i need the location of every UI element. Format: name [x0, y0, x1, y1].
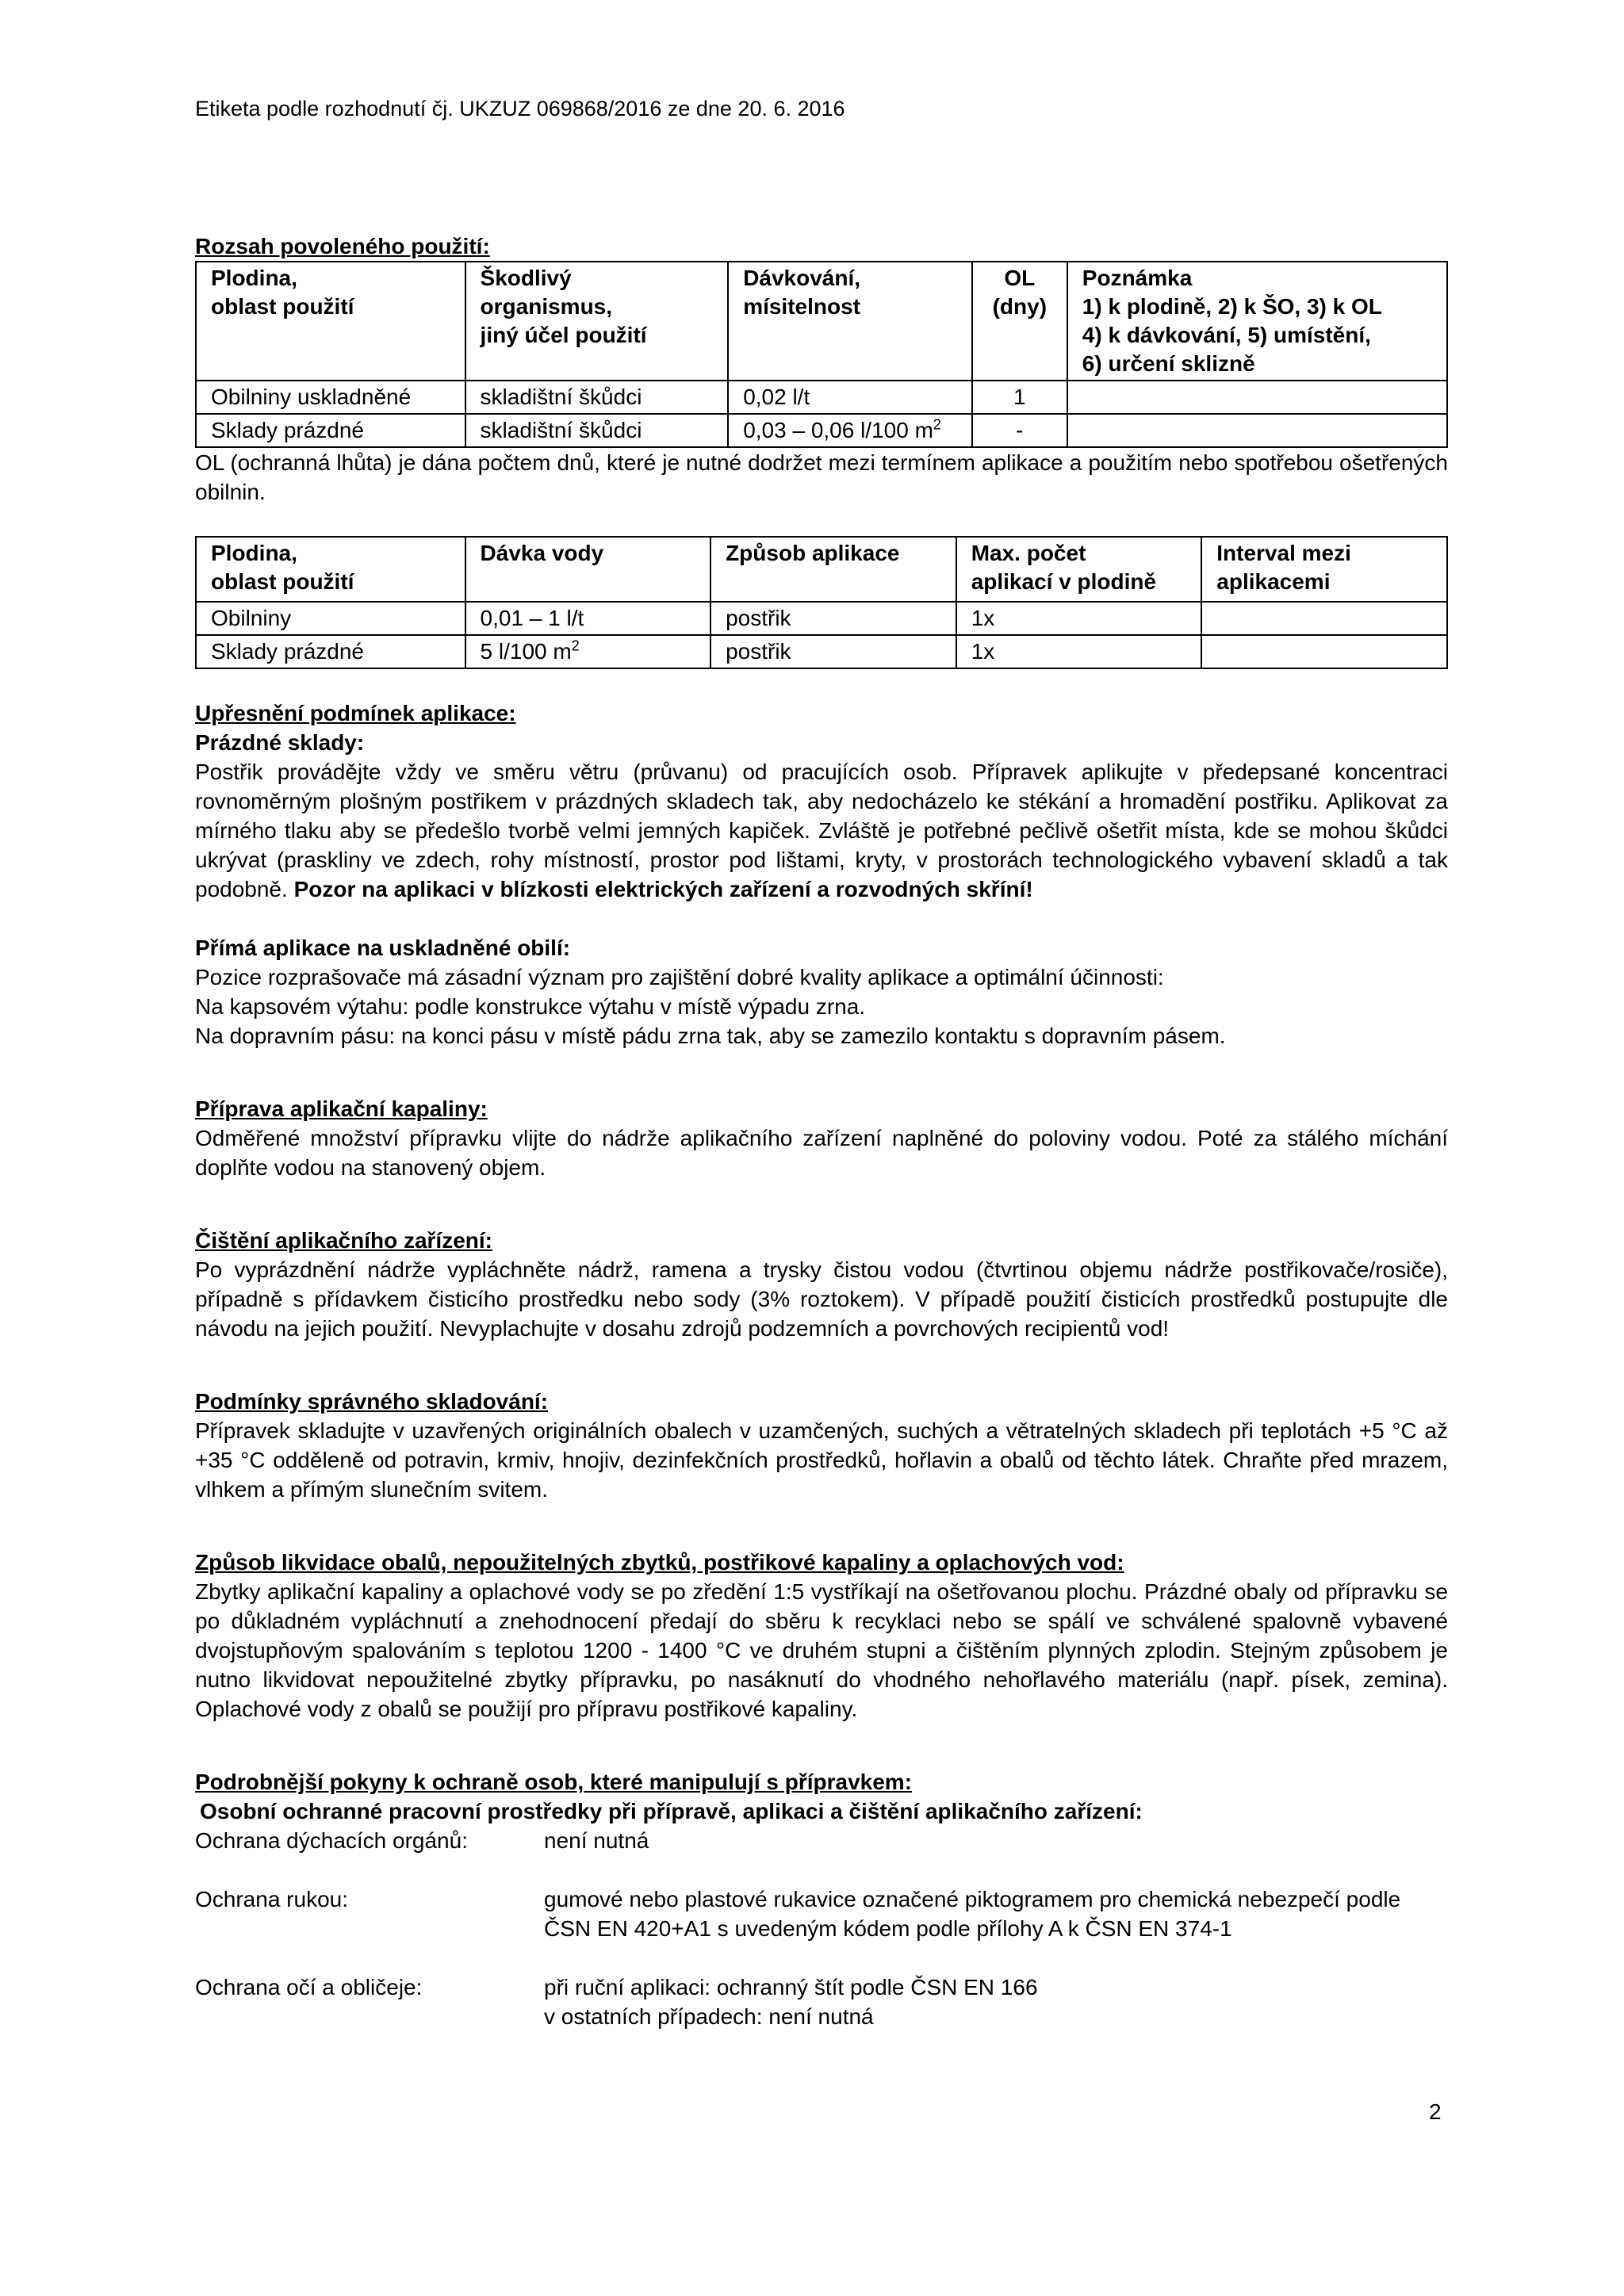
ppe-label: Ochrana dýchacích orgánů: — [195, 1828, 468, 1853]
cell-ol: 1 — [972, 381, 1067, 414]
direct-application-line: Na kapsovém výtahu: podle konstrukce výtahu v místě výpadu zrna. — [195, 994, 866, 1019]
page-content — [195, 232, 1448, 2031]
table-row — [196, 602, 1447, 635]
cleaning-text: Po vyprázdnění nádrže vypláchněte nádrž, ramena a trysky čistou vodou (čtvrtinou objemu nádrže postřikovače/rosiče), případně s přídavkem čisticího prostředku nebo sody (3% roztokem). V případě použití čisticích prostředků postupujte dle návodu na jejich použití. Nevyplachujte v dosahu zdrojů podzemních a povrchových recipientů vod! — [195, 1257, 1448, 1341]
ppe-value: při ruční aplikaci: ochranný štít podle ČSN EN 166 v ostatních případech: není nutná — [544, 1975, 1038, 2029]
ppe-value: není nutná — [544, 1828, 649, 1853]
disposal-text: Zbytky aplikační kapaliny a oplachové vody se po zředění 1:5 vystříkají na ošetřovanou plochu. Prázdné obaly od přípravku se po důkladném vypláchnutí a znehodnocení předají do sběru k recyklaci nebo se spálí ve schválené spalovně vybavené dvojstupňovým spalováním s teplotou 1200 - 1400 °C ve druhém stupni a čištěním plynných zplodin. Stejným způsobem je nutno likvidovat nepoužitelné zbytky přípravku, po nasáknutí do vhodného nehořlavého materiálu (např. písek, zemina). Oplachové vody z obalů se použijí pro přípravu postřikové kapaliny. — [195, 1579, 1448, 1721]
empty-stores-heading: Prázdné sklady: — [195, 730, 365, 755]
scope-table — [195, 261, 1448, 448]
cell-organism: skladištní škůdci — [465, 381, 729, 414]
scope-heading: Rozsah povoleného použití: — [195, 234, 490, 258]
page-number: 2 — [1429, 2099, 1442, 2124]
scope-table-header-row — [196, 262, 1447, 381]
ppe-value: gumové nebo plastové rukavice označené piktogramem pro chemická nebezpečí podle ČSN EN 420+A1 s uvedeným kódem podle přílohy A k ČSN EN 374-1 — [544, 1887, 1401, 1941]
ppe-label: Ochrana očí a obličeje: — [195, 1975, 423, 1999]
ppe-item-eyes-face — [195, 1973, 1448, 2031]
cell-max: 1x — [956, 602, 1202, 635]
cell-crop: Obilniny uskladněné — [196, 381, 465, 414]
cleaning-heading: Čištění aplikačního zařízení: — [195, 1228, 492, 1253]
cell-note — [1067, 381, 1447, 414]
app-header-interval: Interval mezi aplikacemi — [1201, 537, 1447, 602]
cell-organism: skladištní škůdci — [465, 414, 729, 447]
ppe-label: Ochrana rukou: — [195, 1887, 348, 1911]
dose-value: 0,03 – 0,06 l/100 m — [743, 418, 933, 442]
app-header-crop: Plodina, oblast použití — [196, 537, 465, 602]
empty-stores-warning: Pozor na aplikaci v blízkosti elektrických zařízení a rozvodných skříní! — [293, 877, 1033, 901]
cell-method: postřik — [710, 602, 956, 635]
dose-superscript: 2 — [933, 416, 941, 433]
app-header-max: Max. počet aplikací v plodině — [956, 537, 1202, 602]
cell-max: 1x — [956, 635, 1202, 668]
storage-text: Přípravek skladujte v uzavřených originálních obalech v uzamčených, suchých a větratelných skladech při teplotách +5 °C až +35 °C odděleně od potravin, krmiv, hnojiv, dezinfekčních prostředků, hořlavin a obalů od těchto látek. Chraňte před mrazem, vlhkem a přímým slunečním svitem. — [195, 1418, 1448, 1502]
cell-note — [1067, 414, 1447, 447]
app-header-method: Způsob aplikace — [710, 537, 956, 602]
ppe-item-hands — [195, 1885, 1448, 1943]
application-table-header-row — [196, 537, 1447, 602]
ppe-subheading: Osobní ochranné pracovní prostředky při přípravě, aplikaci a čištění aplikačního zařízení: — [200, 1799, 1143, 1823]
direct-application-heading: Přímá aplikace na uskladněné obilí: — [195, 936, 571, 960]
dose-value: 0,02 l/t — [743, 385, 810, 409]
conditions-heading: Upřesnění podmínek aplikace: — [195, 701, 516, 725]
table-row — [196, 635, 1447, 668]
cell-ol: - — [972, 414, 1067, 447]
empty-stores-body: Postřik provádějte vždy ve směru větru (průvanu) od pracujících osob. Přípravek aplikujte v předepsané koncentraci rovnoměrným plošným postřikem v prázdných skladech tak, aby nedocházelo ke stékání a hromadění postřiku. Aplikovat za mírného tlaku aby se předešlo tvorbě velmi jemných kapiček. Zvláště je potřebné pečlivě ošetřit místa, kde se mohou škůdci ukrývat (praskliny ve zdech, rohy místností, prostor pod lištami, kryty, v prostorách technologického vybavení skladů a tak podobně. — [195, 760, 1448, 901]
scope-header-ol: OL (dny) — [972, 262, 1067, 381]
cell-interval — [1201, 602, 1447, 635]
cell-dose — [728, 381, 972, 414]
cell-crop: Obilniny — [196, 602, 465, 635]
table-row — [196, 381, 1447, 414]
cell-crop: Sklady prázdné — [196, 635, 465, 668]
water-value: 5 l/100 m — [480, 639, 572, 664]
scope-header-dose: Dávkování, mísitelnost — [728, 262, 972, 381]
cell-water — [465, 635, 711, 668]
ppe-item-respiratory — [195, 1826, 1448, 1855]
water-value: 0,01 – 1 l/t — [480, 606, 584, 630]
preparation-text: Odměřené množství přípravku vlijte do nádrže aplikačního zařízení naplněné do poloviny vodou. Poté za stálého míchání doplňte vodou na stanovený objem. — [195, 1126, 1448, 1180]
preparation-heading: Příprava aplikační kapaliny: — [195, 1096, 488, 1121]
table-row — [196, 414, 1447, 447]
scope-header-organism: Škodlivý organismus, jiný účel použití — [465, 262, 729, 381]
direct-application-line: Na dopravním pásu: na konci pásu v místě pádu zrna tak, aby se zamezilo kontaktu s dopravním pásem. — [195, 1024, 1226, 1048]
page-header: Etiketa podle rozhodnutí čj. UKZUZ 069868/2016 ze dne 20. 6. 2016 — [195, 97, 845, 121]
scope-header-note: Poznámka 1) k plodině, 2) k ŠO, 3) k OL 4) k dávkování, 5) umístění, 6) určení sklizně — [1067, 262, 1447, 381]
cell-dose — [728, 414, 972, 447]
disposal-heading: Způsob likvidace obalů, nepoužitelných zbytků, postřikové kapaliny a oplachových vod: — [195, 1550, 1124, 1575]
storage-heading: Podmínky správného skladování: — [195, 1389, 549, 1414]
cell-water — [465, 602, 711, 635]
empty-stores-text — [195, 757, 1448, 904]
cell-method: postřik — [710, 635, 956, 668]
direct-application-line: Pozice rozprašovače má zásadní význam pro zajištění dobré kvality aplikace a optimální účinnosti: — [195, 965, 1164, 989]
water-superscript: 2 — [571, 637, 580, 654]
scope-header-crop: Plodina, oblast použití — [196, 262, 465, 381]
cell-crop: Sklady prázdné — [196, 414, 465, 447]
cell-interval — [1201, 635, 1447, 668]
protection-heading: Podrobnější pokyny k ochraně osob, které manipulují s přípravkem: — [195, 1770, 913, 1794]
app-header-water: Dávka vody — [465, 537, 711, 602]
application-table — [195, 536, 1448, 669]
ol-note: OL (ochranná lhůta) je dána počtem dnů, které je nutné dodržet mezi termínem aplikace a použitím nebo spotřebou ošetřených obilnin. — [195, 450, 1448, 504]
